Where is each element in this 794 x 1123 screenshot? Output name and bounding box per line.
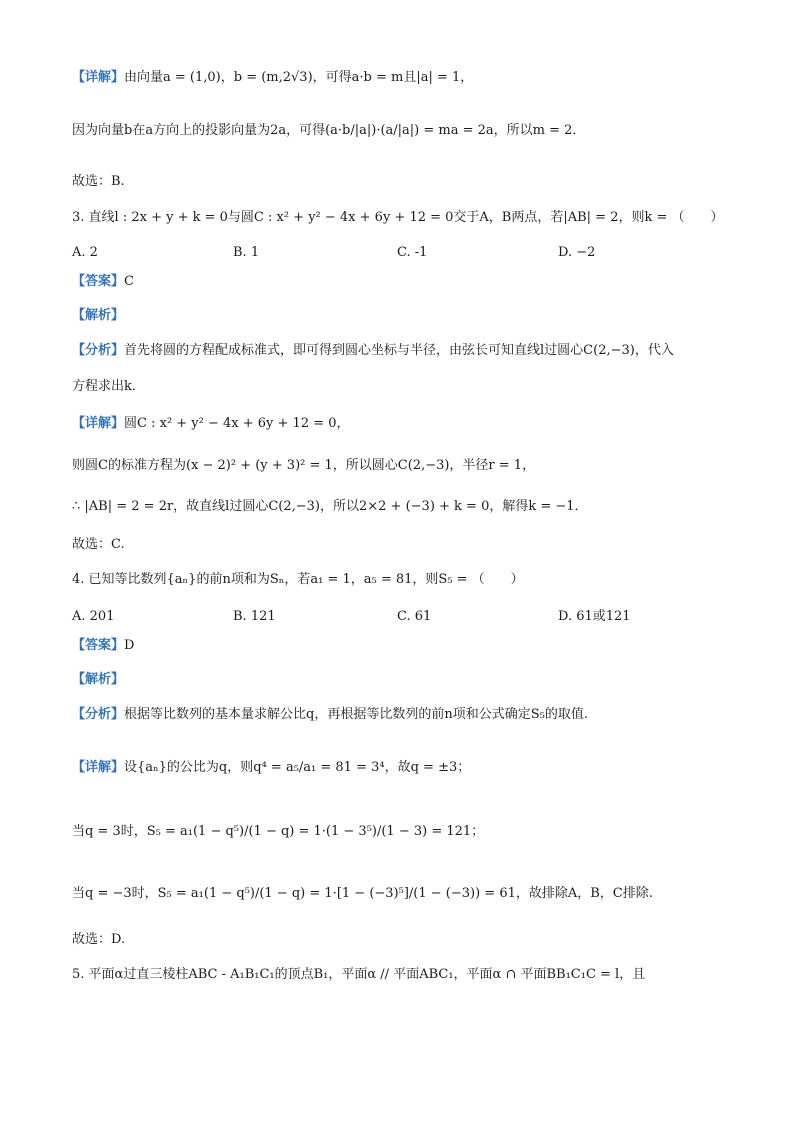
section-tag: 【分析】 (72, 343, 125, 358)
line-text: D (124, 638, 135, 653)
line-text: 当q = −3时，S₅ = a₁(1 − q⁵)/(1 − q) = 1·[1 − (−3)⁵]/(1 − (−3)) = 61，故排除A，B，C排除. (72, 886, 653, 901)
q3-choice-b[interactable]: B. 1 (233, 245, 260, 260)
text-line (72, 172, 734, 192)
text-line (72, 377, 734, 397)
line-text: 故选：D. (72, 932, 126, 947)
line-text: 因为向量b在a方向上的投影向量为2a，可得(a·b/|a|)·(a/|a|) = ma = 2a，所以m = 2． (72, 123, 586, 138)
text-line (72, 341, 734, 361)
q4-choice-d[interactable]: D. 61或121 (558, 609, 631, 624)
section-tag: 【解析】 (72, 308, 125, 323)
text-line (72, 68, 734, 88)
line-text: 3. 直线l : 2x + y + k = 0与圆C : x² + y² − 4x + 6y + 12 = 0交于A，B两点，若|AB| = 2，则k = （ ） (72, 210, 724, 225)
text-line (72, 208, 734, 228)
section-tag: 【答案】 (72, 638, 125, 653)
line-text: 方程求出k． (72, 379, 145, 394)
line-text: 当q = 3时，S₅ = a₁(1 − q⁵)/(1 − q) = 1·(1 − 3⁵)/(1 − 3) = 121； (72, 824, 485, 839)
section-tag: 【详解】 (72, 70, 125, 85)
section-tag: 【答案】 (72, 274, 125, 289)
text-line (72, 272, 734, 292)
line-text: 5. 平面α过直三棱柱ABC - A₁B₁C₁的顶点B₁，平面α // 平面ABC₁，平面α ∩ 平面BB₁C₁C = l，且 (72, 967, 646, 982)
line-text: 则圆C的标准方程为(x − 2)² + (y + 3)² = 1，所以圆心C(2,−3)，半径r = 1， (72, 458, 536, 473)
text-line (72, 121, 734, 141)
line-text: 根据等比数列的基本量求解公比q，再根据等比数列的前n项和公式确定S₅的取值. (124, 707, 588, 722)
line-text: 故选：B. (72, 174, 125, 189)
section-tag: 【解析】 (72, 672, 125, 687)
q4-choice-b[interactable]: B. 121 (233, 609, 276, 624)
q4-choice-c[interactable]: C. 61 (397, 609, 432, 624)
line-text: 故选：C. (72, 537, 125, 552)
line-text: ∴ |AB| = 2 = 2r，故直线l过圆心C(2,−3)，所以2×2 + (−3) + k = 0，解得k = −1． (72, 499, 588, 514)
q3-choice-c[interactable]: C. -1 (397, 245, 428, 260)
text-line (72, 930, 734, 950)
q4-choice-a[interactable]: A. 201 (72, 609, 115, 624)
line-text: 圆C : x² + y² − 4x + 6y + 12 = 0， (124, 416, 350, 431)
q3-choice-a[interactable]: A. 2 (72, 245, 98, 260)
text-line (72, 456, 734, 476)
line-text: 首先将圆的方程配成标准式，即可得到圆心坐标与半径，由弦长可知直线l过圆心C(2,−3)，代入 (124, 343, 674, 358)
text-line (72, 884, 734, 904)
line-text: 4. 已知等比数列{aₙ}的前n项和为Sₙ，若a₁ = 1，a₅ = 81，则S₅ = （ ） (72, 572, 524, 587)
section-tag: 【详解】 (72, 416, 125, 431)
section-tag: 【详解】 (72, 760, 125, 775)
text-line (72, 497, 734, 517)
line-text: C (124, 274, 134, 289)
text-line (72, 965, 734, 985)
text-line (72, 570, 734, 590)
text-line (72, 535, 734, 555)
text-line (72, 636, 734, 656)
text-line (72, 705, 734, 725)
line-text: 由向量a = (1,0)，b = (m,2√3)，可得a·b = m且|a| = 1， (124, 70, 474, 85)
section-tag: 【分析】 (72, 707, 125, 722)
text-line (72, 670, 734, 690)
text-line (72, 822, 734, 842)
text-line (72, 414, 734, 434)
text-line (72, 306, 734, 326)
q3-choice-d[interactable]: D. −2 (558, 245, 596, 260)
line-text: 设{aₙ}的公比为q，则q⁴ = a₅/a₁ = 81 = 3⁴，故q = ±3； (124, 760, 471, 775)
text-line (72, 758, 734, 778)
